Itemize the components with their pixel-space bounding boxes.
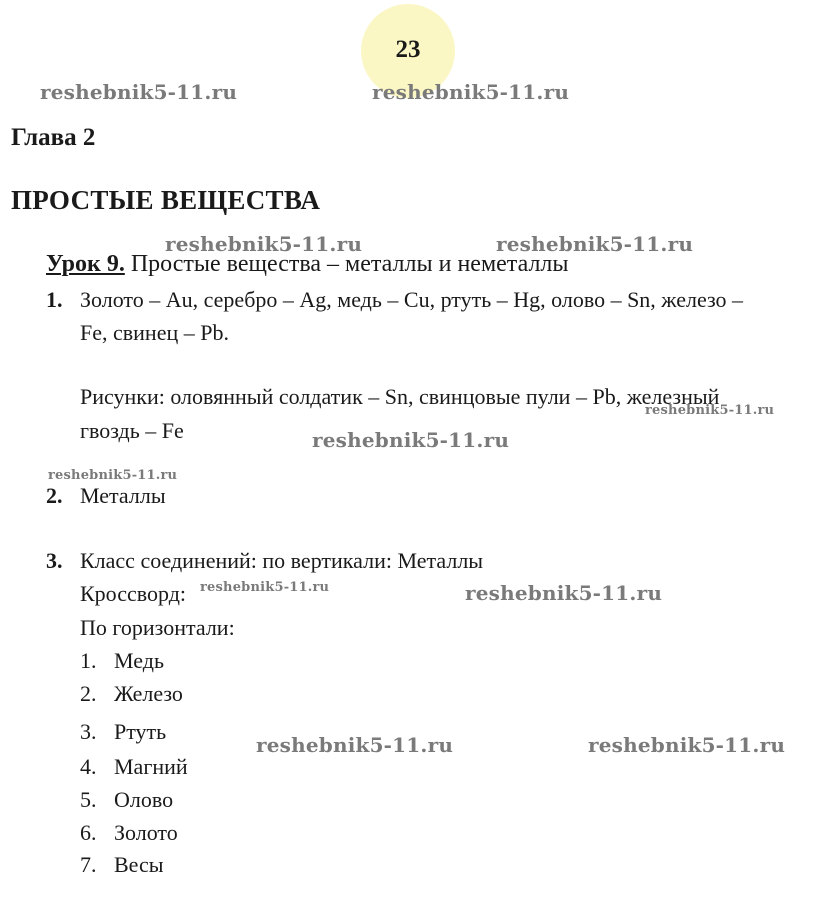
crossword-item [80,754,188,780]
crossword-item-number: 7. [80,852,97,877]
crossword-item-word: Олово [114,787,174,812]
crossword-item-number: 2. [80,681,97,706]
watermark: reshebnik5-11.ru [465,581,663,605]
watermark: reshebnik5-11.ru [200,580,330,595]
crossword-item-word: Весы [114,852,164,877]
crossword-item [80,787,174,813]
answer-line: Рисунки: оловянный солдатик – Sn, свинцовые пули – Pb, железный [80,384,720,409]
section-title: ПРОСТЫЕ ВЕЩЕСТВА [11,185,321,215]
crossword-item-word: Медь [114,648,164,673]
lesson-heading [46,251,569,278]
watermark: reshebnik5-11.ru [48,468,178,483]
answer-line: Fe, свинец – Pb. [80,320,229,345]
crossword-item-word: Золото [114,820,178,845]
crossword-item-number: 4. [80,754,97,779]
question-number: 2. [46,483,63,508]
watermark: reshebnik5-11.ru [256,733,454,757]
watermark: reshebnik5-11.ru [40,80,238,104]
answer-line: Класс соединений: по вертикали: Металлы [80,548,484,573]
answer-line: гвоздь – Fe [80,418,184,443]
crossword-item [80,681,183,707]
answer-line: Золото – Au, серебро – Ag, медь – Cu, ртуть – Hg, олово – Sn, железо – [80,287,744,312]
lesson-label: Урок 9. [46,251,125,277]
page-number: 23 [395,36,421,63]
crossword-item-word: Ртуть [114,719,167,744]
answer-line: Кроссворд: [80,581,187,606]
chapter-title: Глава 2 [11,124,96,151]
watermark: reshebnik5-11.ru [165,232,363,256]
crossword-item-word: Железо [114,681,183,706]
watermark: reshebnik5-11.ru [312,428,510,452]
question-number: 3. [46,548,63,573]
watermark: reshebnik5-11.ru [372,80,570,104]
watermark: reshebnik5-11.ru [496,232,694,256]
crossword-item-number: 6. [80,820,97,845]
lesson-title: Простые вещества – металлы и неметаллы [124,251,569,277]
crossword-item [80,852,164,878]
watermark: reshebnik5-11.ru [645,403,775,418]
crossword-item-number: 1. [80,648,97,673]
crossword-item [80,820,178,846]
crossword-item-number: 5. [80,787,97,812]
crossword-item [80,648,164,674]
crossword-item [80,719,167,745]
question-number: 1. [46,287,63,312]
crossword-item-number: 3. [80,719,97,744]
watermark: reshebnik5-11.ru [588,733,786,757]
answer-line: Металлы [80,483,166,508]
answer-line: По горизонтали: [80,615,235,640]
crossword-item-word: Магний [114,754,188,779]
